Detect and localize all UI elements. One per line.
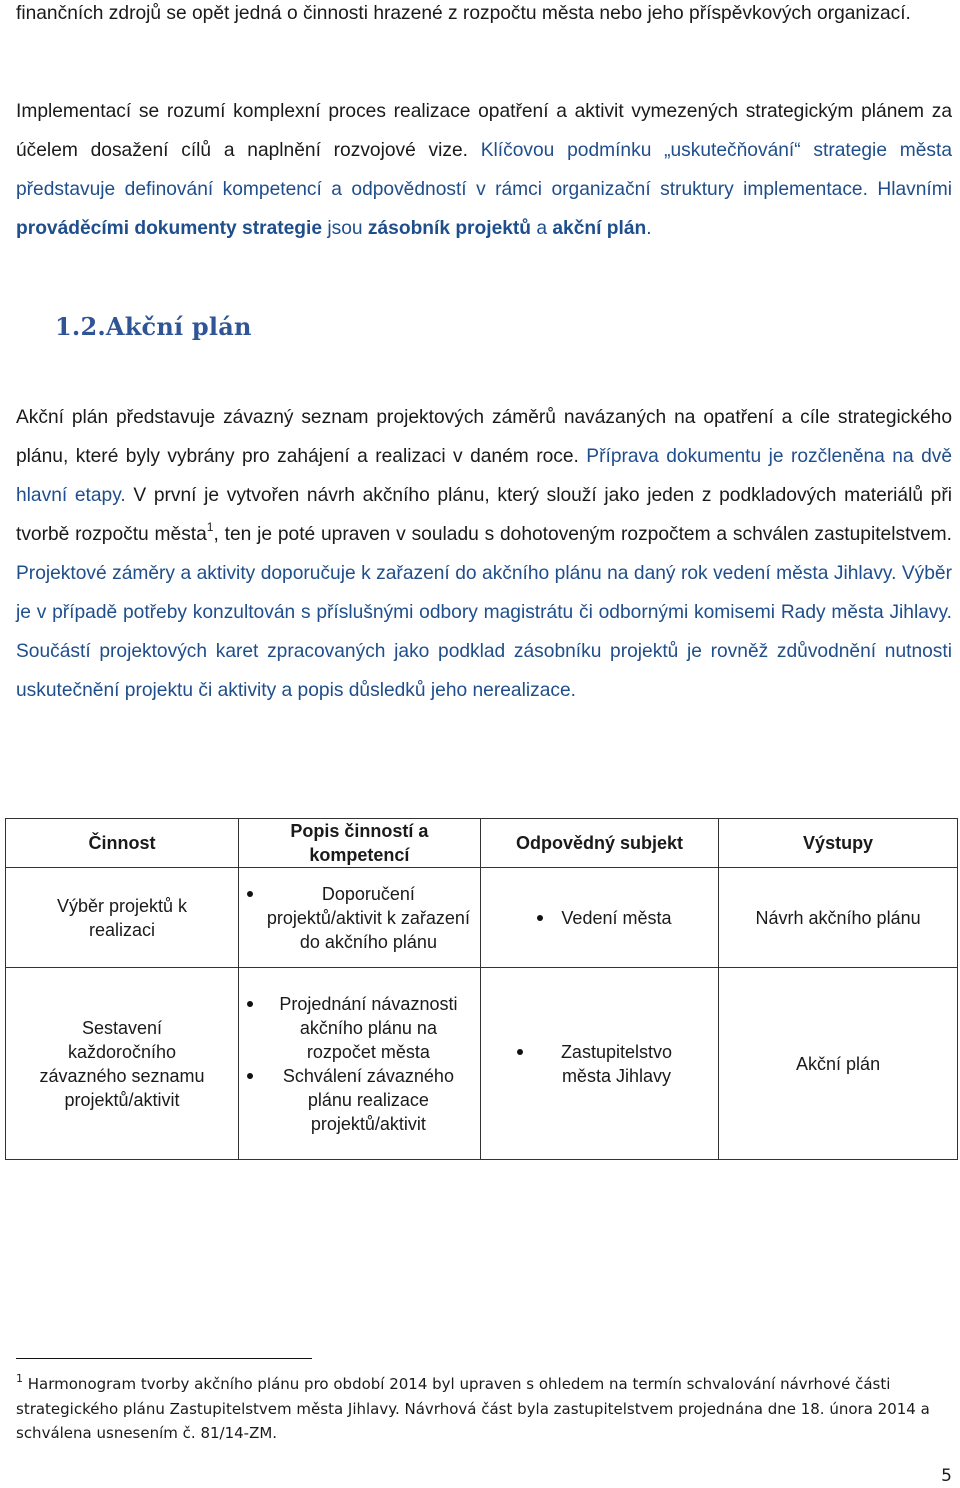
cell-subjekt: [480, 968, 718, 1160]
intro-text: finančních zdrojů se opět jedná o činnosti hrazené z rozpočtu města nebo jeho příspěvkových organizací.: [16, 3, 911, 24]
impl-text-4: a: [531, 218, 553, 239]
cell-popis: [239, 968, 481, 1160]
impl-text-1: Implementací se rozumí komplexní proces realizace opatření a aktivit vymezených strategickým plánem za účelem dosažení cílů a naplnění rozvojové vize.: [16, 101, 952, 161]
table-header-row: [6, 819, 958, 868]
list-item: Projednání návaznosti akčního plánu na rozpočet města: [239, 992, 480, 1064]
table-row: [6, 968, 958, 1160]
subjekt-bullet-item: Vedení města: [527, 906, 671, 930]
footnote-text: Harmonogram tvorby akčního plánu pro období 2014 byl upraven s ohledem na termín schvalování návrhové části strategického plánu Zastupitelstvem města Jihlavy. Návrhová část byla zastupitelstvem projednána dne 18. února 2014 a schválena usnesením č. 81/14-ZM.: [16, 1375, 930, 1442]
header-vystupy: Výstupy: [719, 819, 958, 868]
intro-paragraph: [16, 0, 952, 33]
akcni-text-1: Akční plán představuje závazný seznam projektových záměrů navázaných na opatření a cíle strategického plánu, které byly vybrány pro zahájení a realizaci v daném roce.: [16, 407, 952, 467]
akcni-text-2: Příprava dokumentu je rozčleněna na dvě hlavní etapy.: [16, 446, 953, 506]
impl-text-2: Klíčovou podmínku „uskutečňování“ strategie města představuje definování kompetencí a odpovědností v rámci organizační struktury implementace. Hlavními: [16, 140, 952, 200]
impl-bold-1: prováděcími dokumenty strategie: [16, 218, 323, 239]
action-plan-paragraph: [16, 398, 952, 710]
implementation-paragraph: [16, 92, 952, 248]
cell-cinnost: Sestavení každoročního závazného seznamu projektů/aktivit: [6, 968, 239, 1160]
akcni-text-5: Projektové záměry a aktivity doporučuje k zařazení do akčního plánu na daný rok vedení města Jihlavy. Výběr je v případě potřeby konzultován s příslušnými odbory magistrátu či odbornými komisemi Rady města Jihlavy. Součástí projektových karet zpracovaných jako podklad zásobníku projektů je rovněž zdůvodnění nutnosti uskutečnění projektu či aktivity a popis důsledků jeho nerealizace.: [16, 563, 952, 701]
header-subjekt: Odpovědný subjekt: [480, 819, 718, 868]
popis-list: [239, 992, 480, 1136]
page-number: 5: [941, 1466, 952, 1486]
impl-bold-3: akční plán: [552, 218, 647, 239]
section-heading: 1.2.Akční plán: [55, 312, 252, 341]
cell-popis: [239, 868, 481, 968]
impl-text-5: .: [646, 218, 652, 239]
table-row: [6, 868, 958, 968]
header-cinnost: Činnost: [6, 819, 239, 868]
list-item: Schválení závazného plánu realizace projektů/aktivit: [239, 1064, 480, 1136]
cell-cinnost: Výběr projektů k realizaci: [6, 868, 239, 968]
footnote-number: 1: [16, 1372, 23, 1385]
cell-vystup: Návrh akčního plánu: [719, 868, 958, 968]
akcni-text-4: , ten je poté upraven v souladu s dohotoveným rozpočtem a schválen zastupitelstvem.: [213, 524, 952, 545]
footnote-reference[interactable]: 1: [206, 520, 214, 534]
header-popis: Popis činností a kompetencí: [239, 819, 481, 868]
akcni-text-3: V první je vytvořen návrh akčního plánu, který slouží jako jeden z podkladových materiálů při tvorbě rozpočtu města: [16, 485, 952, 545]
popis-list: [239, 882, 480, 954]
responsibility-table: [5, 818, 958, 1160]
cell-subjekt: [480, 868, 718, 968]
list-item: Doporučení projektů/aktivit k zařazení do akčního plánu: [239, 882, 480, 954]
impl-bold-2: zásobník projektů: [367, 218, 532, 239]
footnote: [16, 1372, 952, 1446]
footnote-separator: [16, 1358, 312, 1359]
cell-vystup: Akční plán: [719, 968, 958, 1160]
subjekt-bullet-item: Zastupitelstvo města Jihlavy: [507, 1040, 691, 1088]
impl-text-3: jsou: [322, 218, 368, 239]
